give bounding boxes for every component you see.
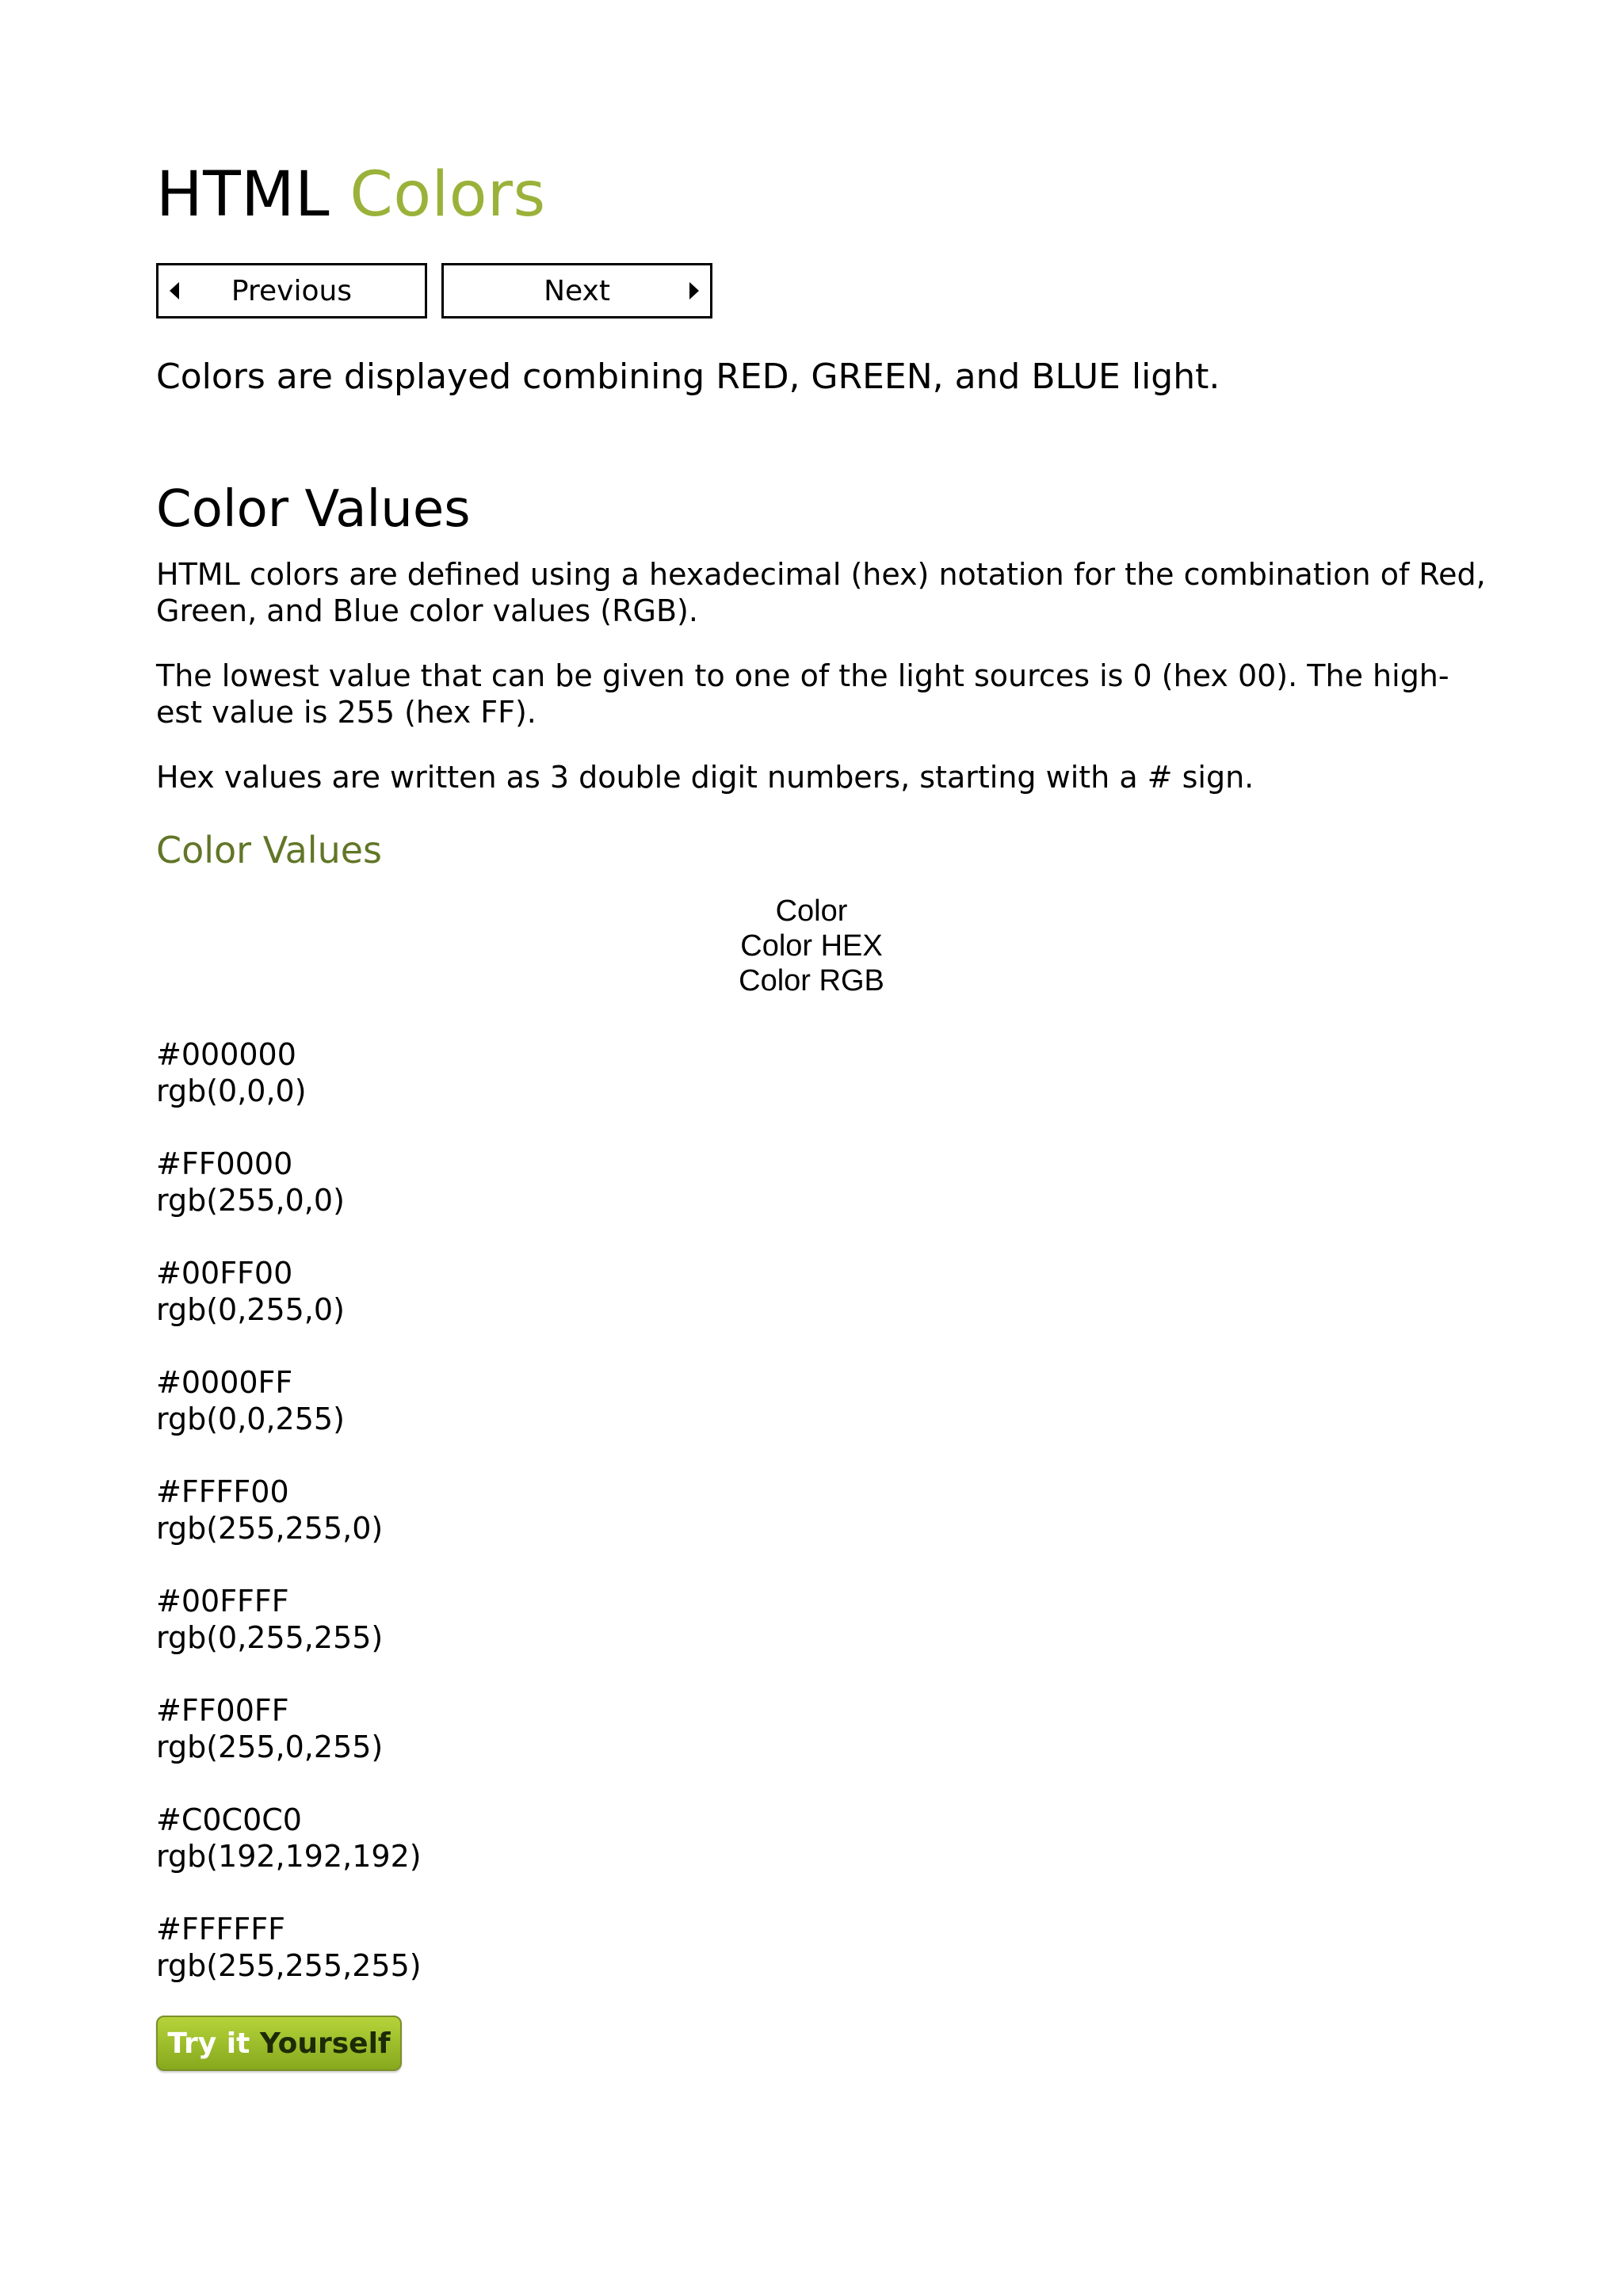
table-row (156, 1474, 1467, 1547)
page-title (156, 0, 1623, 233)
row-hex: #FFFFFF (156, 1912, 285, 1947)
table-header (156, 894, 1467, 998)
row-rgb: rgb(255,0,255) (156, 1730, 384, 1764)
row-hex: #FFFF00 (156, 1474, 289, 1509)
arrow-right-icon (689, 282, 699, 299)
row-hex: #FF0000 (156, 1146, 293, 1181)
try-it-yourself-button[interactable] (156, 2016, 402, 2071)
table-row (156, 1692, 1467, 1765)
paragraph-value-range: The lowest value that can be given to one of the light sources is 0 (hex 00). The high-est value is 255 (hex FF). (156, 658, 1449, 730)
row-hex: #C0C0C0 (156, 1802, 302, 1837)
table-row (156, 1255, 1467, 1328)
row-rgb: rgb(0,0,0) (156, 1074, 307, 1108)
paragraph-hex-format: Hex values are written as 3 double digit numbers, starting with a # sign. (156, 760, 1254, 795)
previous-button[interactable] (156, 263, 427, 318)
intro-text: Colors are displayed combining RED, GREEN, and BLUE light. (156, 357, 1220, 397)
next-button[interactable] (441, 263, 712, 318)
row-rgb: rgb(0,255,255) (156, 1620, 384, 1655)
subsection-title: Color Values (156, 829, 383, 871)
row-hex: #00FF00 (156, 1256, 293, 1291)
row-rgb: rgb(255,255,0) (156, 1511, 384, 1546)
row-rgb: rgb(192,192,192) (156, 1839, 422, 1874)
table-row (156, 1802, 1467, 1875)
section-title: Color Values (156, 480, 471, 539)
color-table (156, 894, 1467, 1984)
table-row (156, 1583, 1467, 1656)
paragraph-hex-notation: HTML colors are defined using a hexadecimal (hex) notation for the combination of Red, Green, and Blue color values (RGB). (156, 557, 1486, 628)
nav-buttons (156, 263, 1623, 318)
row-hex: #FF00FF (156, 1693, 289, 1728)
yourself-label: Yourself (259, 2027, 391, 2060)
previous-label: Previous (231, 274, 353, 307)
row-rgb: rgb(0,0,255) (156, 1402, 345, 1436)
header-color: Color (775, 894, 848, 928)
header-color-rgb: Color RGB (739, 964, 884, 997)
header-color-hex: Color HEX (740, 929, 883, 963)
row-hex: #00FFFF (156, 1584, 289, 1619)
page-title-main: HTML (156, 159, 330, 231)
table-row (156, 1364, 1467, 1437)
try-it-label: Try it (167, 2027, 250, 2060)
table-row (156, 1036, 1467, 1109)
row-hex: #0000FF (156, 1365, 293, 1400)
page-title-accent: Colors (349, 159, 546, 231)
table-row (156, 1911, 1467, 1984)
row-rgb: rgb(255,0,0) (156, 1183, 345, 1218)
table-row (156, 1146, 1467, 1219)
next-label: Next (544, 274, 610, 307)
row-rgb: rgb(255,255,255) (156, 1948, 422, 1983)
row-rgb: rgb(0,255,0) (156, 1292, 345, 1327)
row-hex: #000000 (156, 1037, 296, 1072)
arrow-left-icon (170, 282, 179, 299)
